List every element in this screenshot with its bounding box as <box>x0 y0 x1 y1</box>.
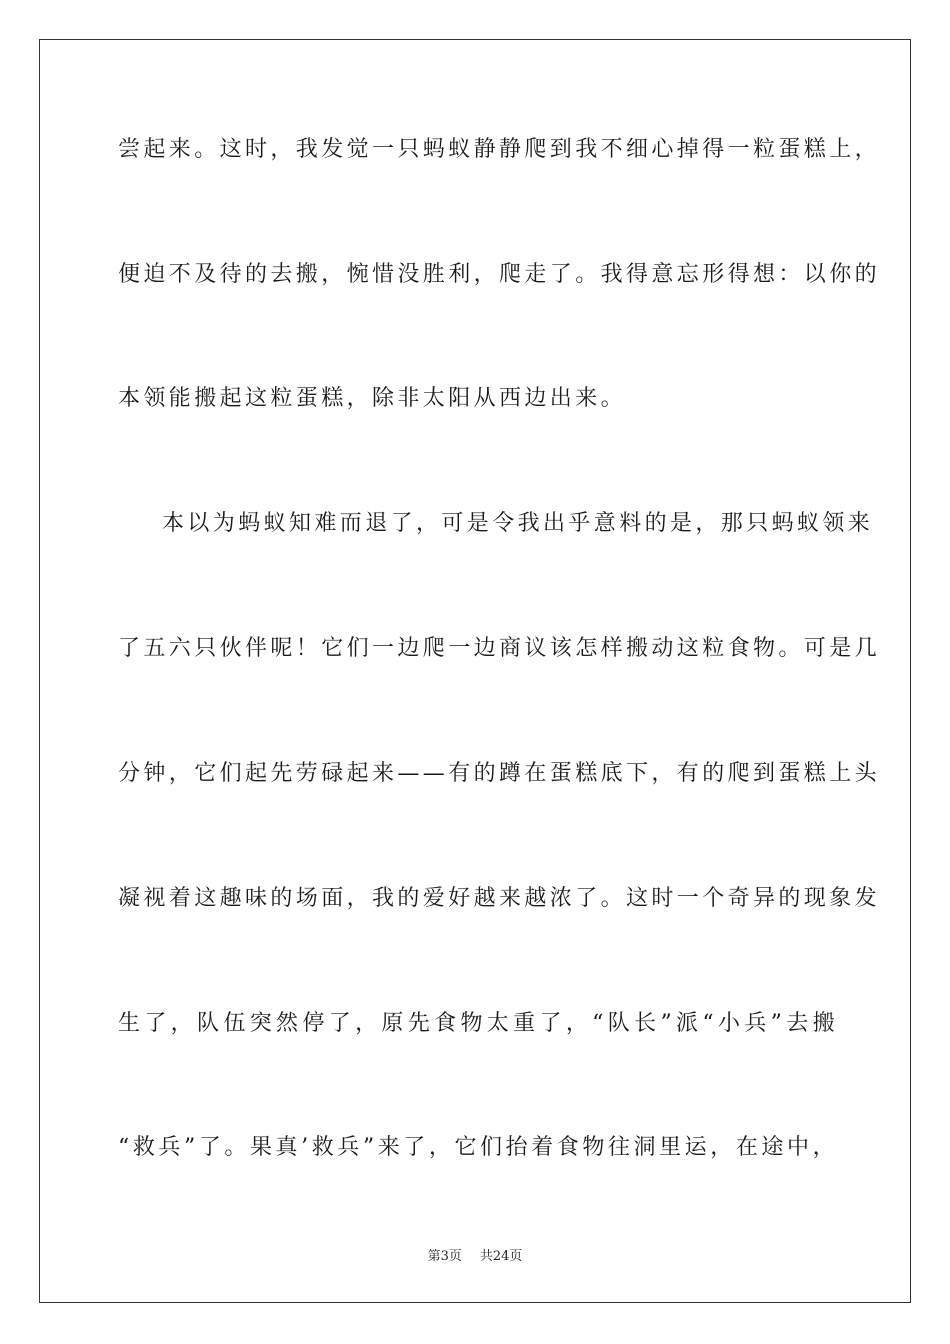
page-total: 共24页 <box>479 1249 523 1264</box>
page-border <box>39 39 911 1303</box>
body-text-line: “救兵”了。果真’救兵”来了，它们抬着食物往洞里运，在途中， <box>118 1135 838 1160</box>
body-text-line: 本以为蚂蚁知难而退了，可是令我出乎意料的是，那只蚂蚁领来 <box>162 511 874 536</box>
body-text-line: 分钟，它们起先劳碌起来——有的蹲在蛋糕底下，有的爬到蛋糕上头 <box>118 761 881 786</box>
body-text-line: 本领能搬起这粒蛋糕，除非太阳从西边出来。 <box>118 386 627 411</box>
body-text-line: 尝起来。这时，我发觉一只蚂蚁静静爬到我不细心掉得一粒蛋糕上， <box>118 137 881 162</box>
page-footer <box>0 1248 950 1266</box>
body-text-line: 便迫不及待的去搬，惋惜没胜利，爬走了。我得意忘形得想：以你的 <box>118 262 881 287</box>
body-text-line: 生了，队伍突然停了，原先食物太重了，“队长”派“小兵”去搬 <box>118 1011 838 1036</box>
page-number: 第3页 <box>427 1249 462 1264</box>
body-text-line: 了五六只伙伴呢！它们一边爬一边商议该怎样搬动这粒食物。可是几 <box>118 636 881 661</box>
body-text-line: 凝视着这趣味的场面，我的爱好越来越浓了。这时一个奇异的现象发 <box>118 886 881 911</box>
